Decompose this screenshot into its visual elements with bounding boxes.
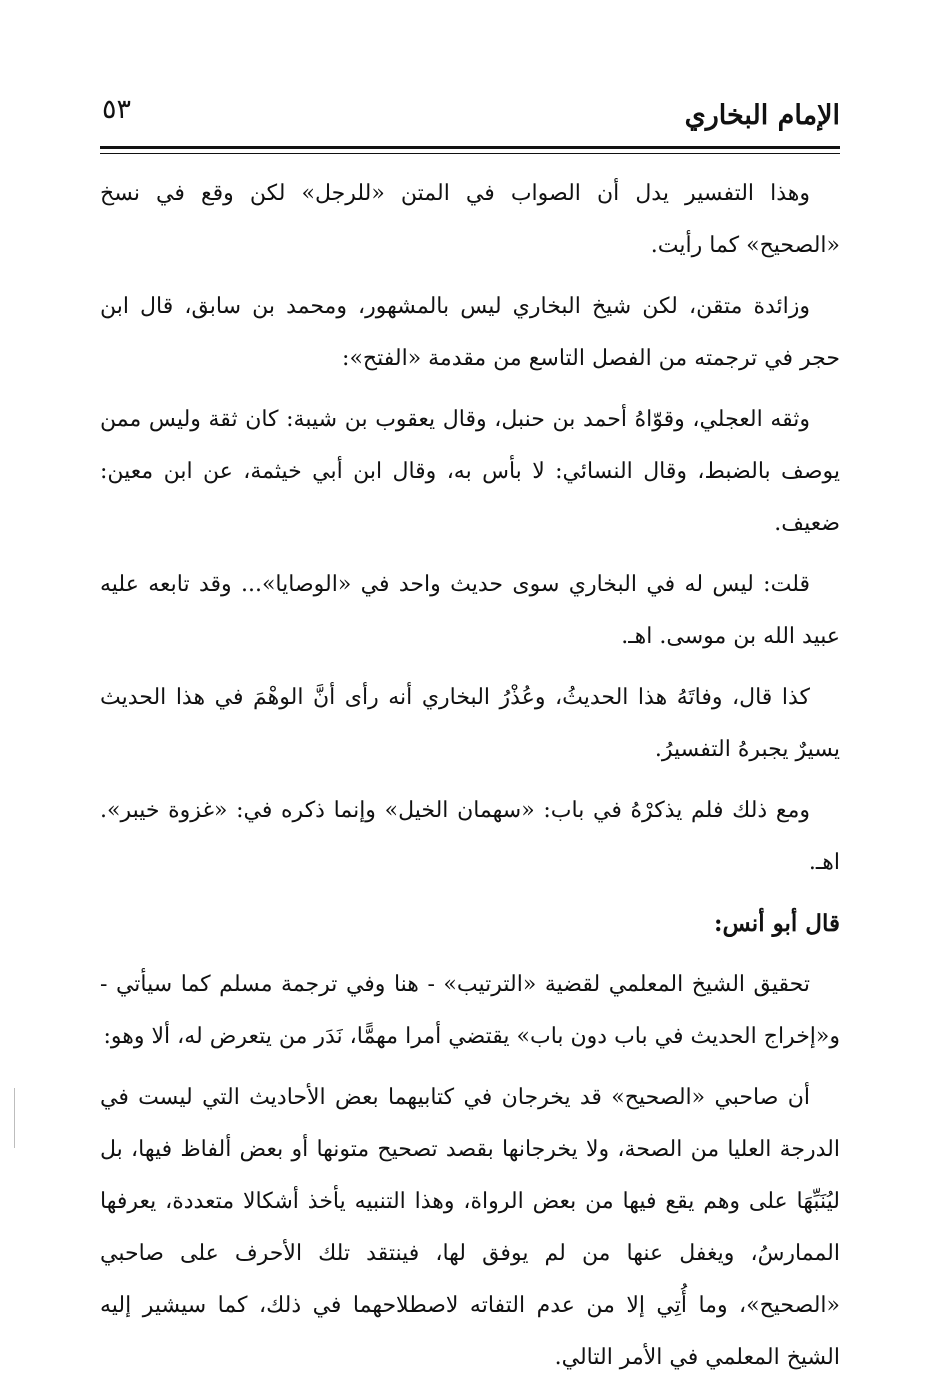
paragraph: ومع ذلك فلم يذكرْهُ في باب: «سهمان الخيل» وإنما ذكره في: «غزوة خيبر». اهـ. xyxy=(100,798,840,875)
paragraph: وهذا التفسير يدل أن الصواب في المتن «للرجل» لكن وقع في نسخ «الصحيح» كما رأيت. xyxy=(100,181,840,258)
header-rule-thick xyxy=(100,146,840,149)
scan-margin-mark xyxy=(14,1088,15,1148)
page-header xyxy=(100,92,840,142)
paragraph: تحقيق الشيخ المعلمي لقضية «الترتيب» - هنا وفي ترجمة مسلم كما سيأتي - و«إخراج الحديث في باب دون باب» يقتضي أمرا مهمًّا، نَدَر من يتعرض له، ألا وهو: xyxy=(100,972,840,1049)
header-rule-thin xyxy=(100,153,840,154)
paragraph: قلت: ليس له في البخاري سوى حديث واحد في «الوصايا»... وقد تابعه عليه عبيد الله بن موسى. اهـ. xyxy=(100,572,840,649)
body-text xyxy=(100,168,840,1393)
paragraph: وثقه العجلي، وقوّاهُ أحمد بن حنبل، وقال يعقوب بن شيبة: كان ثقة وليس ممن يوصف بالضبط، وقال النسائي: لا بأس به، وقال ابن أبي خيثمة، عن ابن معين: ضعيف. xyxy=(100,407,840,536)
running-title: الإمام البخاري xyxy=(684,100,840,131)
page-number: ٥٣ xyxy=(102,94,132,125)
paragraph: أن صاحبي «الصحيح» قد يخرجان في كتابيهما بعض الأحاديث التي ليست في الدرجة العليا من الصحة، ولا يخرجانها بقصد تصحيح متونها أو بعض ألفاظ فيها، بل ليُنَبِّهَا على وهم يقع فيها من بعض الرواة، وهذا التنبيه يأخذ أشكالا متعددة، يعرفها الممارسُ، ويغفل عنها من لم يوفق لها، فينتقد تلك الأحرف على صاحبي «الصحيح»، وما أُتِي إلا من عدم التفاته لاصطلاحهما في ذلك، كما سيشير إليه الشيخ المعلمي في الأمر التالي. xyxy=(100,1085,840,1370)
paragraph: كذا قال، وفاتَهُ هذا الحديثُ، وعُذْرُ البخاري أنه رأى أنَّ الوهْمَ في هذا الحديث يسيرٌ يجبرهُ التفسيرُ. xyxy=(100,685,840,762)
paragraph: وزائدة متقن، لكن شيخ البخاري ليس بالمشهور، ومحمد بن سابق، قال ابن حجر في ترجمته من الفصل التاسع من مقدمة «الفتح»: xyxy=(100,294,840,371)
section-heading: قال أبو أنس: xyxy=(713,910,840,937)
